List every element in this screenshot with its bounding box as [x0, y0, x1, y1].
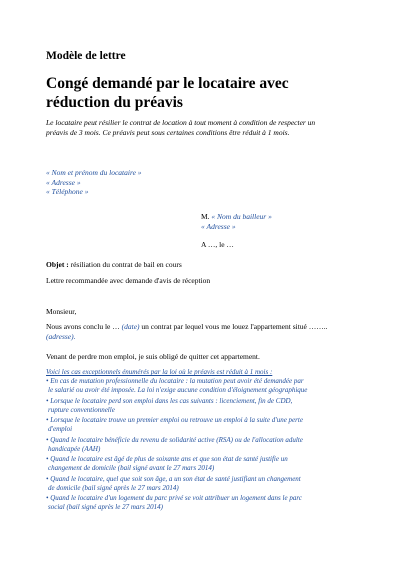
case-line: rupture conventionnelle	[48, 405, 115, 414]
cases-list	[46, 377, 366, 512]
case-item	[46, 377, 366, 395]
date-line: A …, le …	[201, 240, 234, 249]
sender-name: « Nom et prénom du locataire »	[46, 168, 142, 177]
recipient-prefix: M.	[201, 212, 210, 221]
date-placeholder: (date)	[121, 322, 140, 331]
document-title: Congé demandé par le locataire avec réduction du préavis	[46, 75, 289, 111]
case-line: de domicile (bail signé après le 27 mars 2014)	[48, 483, 179, 492]
address-placeholder: (adresse).	[46, 331, 76, 341]
case-item	[46, 436, 366, 454]
object-text: résiliation du contrat de bail en cours	[70, 260, 182, 269]
case-line: d'emploi	[48, 425, 73, 433]
case-item	[46, 455, 366, 473]
recipient-block	[201, 212, 272, 231]
body-paragraph-1	[46, 322, 366, 341]
case-item	[46, 475, 366, 493]
object-label: Objet :	[46, 260, 69, 269]
sender-phone: « Téléphone »	[46, 187, 89, 196]
body-paragraph-2: Venant de perdre mon emploi, je suis obligé de quitter cet appartement.	[46, 352, 260, 361]
document-kicker: Modèle de lettre	[46, 50, 126, 62]
case-line: social (bail signé après le 27 mars 2014)	[48, 503, 163, 511]
case-line: • Lorsque le locataire perd son emploi dans les cas suivants : licenciement, fin de CDD,	[46, 396, 293, 405]
case-line: • En cas de mutation professionnelle du locataire : la mutation peut avoir été demandée par	[46, 377, 304, 385]
cases-heading: Voici les cas exceptionnels énumérés par la loi où le préavis est réduit à 1 mois :	[46, 368, 273, 376]
intro-line: préavis de 3 mois. Ce préavis peut sous certaines conditions être réduit à 1 mois.	[46, 127, 290, 137]
sender-address: « Adresse »	[46, 177, 81, 187]
body-text: Nous avons conclu le …	[46, 322, 120, 331]
case-line: • Lorsque le locataire trouve un premier emploi ou retrouve un emploi à la suite d'une perte	[46, 416, 303, 424]
case-line: • Quand le locataire, quel que soit son âge, a un son état de santé justifiant un changement	[46, 474, 301, 483]
salutation: Monsieur,	[46, 307, 77, 316]
case-line: le salarié ou avoir été imposée. La loi n'exige aucune condition d'éloignement géographique	[48, 386, 308, 394]
case-line: • Quand le locataire bénéficie du revenu de solidarité active (RSA) ou de l'allocation adulte	[46, 435, 303, 444]
case-item	[46, 494, 366, 512]
object-line	[46, 260, 182, 270]
recipient-name: « Nom du bailleur »	[211, 212, 272, 221]
case-item	[46, 416, 366, 434]
registered-mail-line: Lettre recommandée avec demande d'avis de réception	[46, 276, 211, 285]
case-line: handicapée (AAH)	[48, 444, 101, 453]
recipient-line	[201, 212, 272, 222]
sender-block	[46, 168, 142, 197]
recipient-address: « Adresse »	[201, 221, 236, 231]
body-text: un contrat par lequel vous me louez l'appartement situé ……..	[141, 322, 328, 331]
intro-text	[46, 118, 315, 137]
intro-line: Le locataire peut résilier le contrat de location à tout moment à condition de respecter un	[46, 118, 316, 127]
case-line: • Quand le locataire est âgé de plus de soixante ans et que son état de santé justifie un	[46, 455, 288, 463]
case-line: • Quand le locataire d'un logement du parc privé se voit attribuer un logement dans le parc	[46, 494, 302, 502]
case-item	[46, 397, 366, 415]
case-line: changement de domicile (bail signé avant le 27 mars 2014)	[48, 464, 215, 472]
